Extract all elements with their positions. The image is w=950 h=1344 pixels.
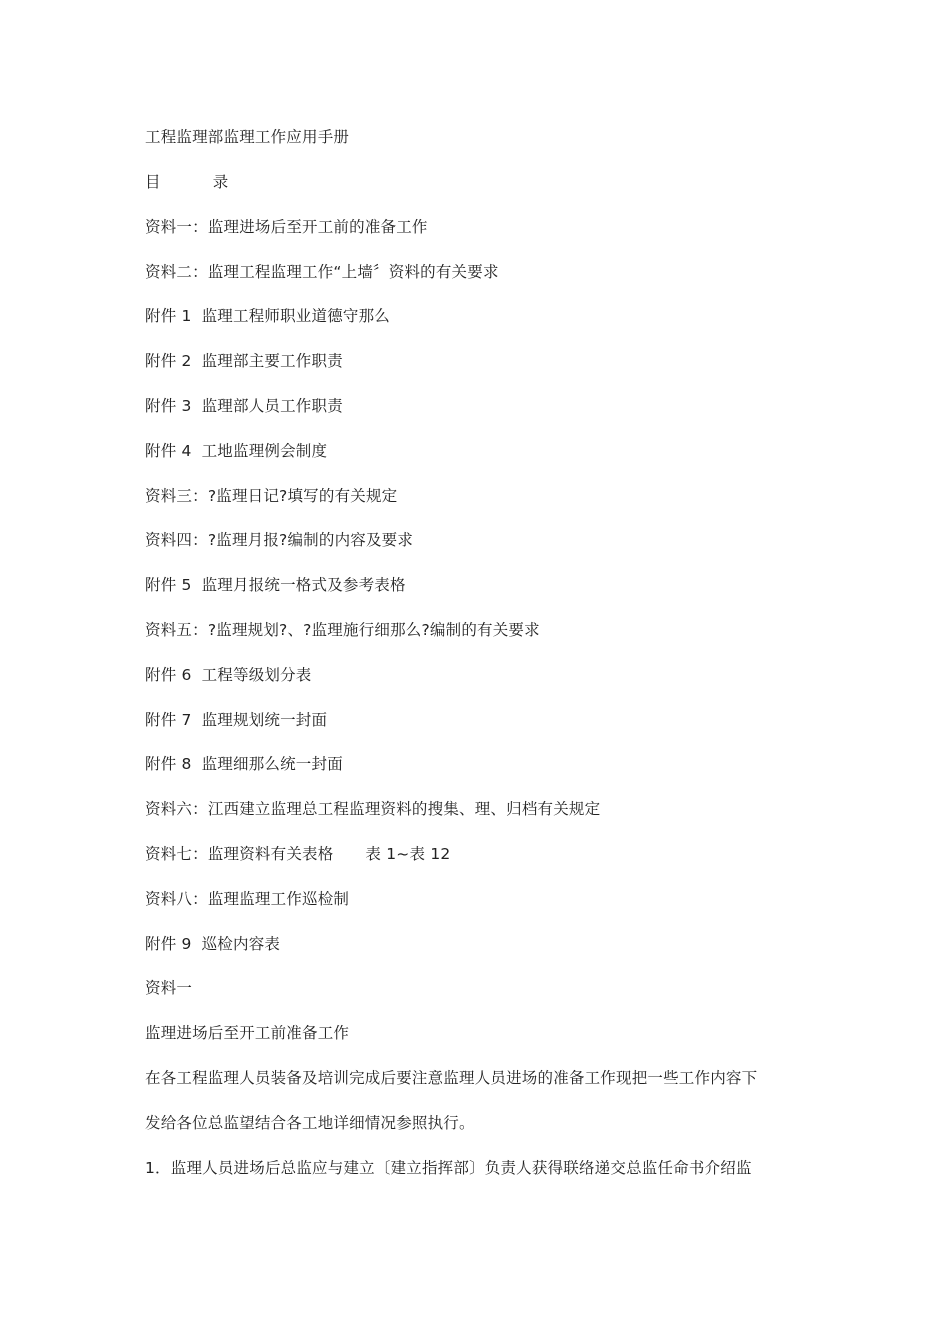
toc-item	[145, 441, 327, 461]
toc-item-label: 附件 8	[145, 755, 192, 773]
toc-item-label: 资料三：	[145, 487, 208, 505]
toc-item	[145, 754, 343, 774]
toc-item-text: 工地监理例会制度	[201, 442, 328, 460]
toc-item-label: 附件 5	[145, 576, 192, 594]
toc-item-label: 资料一：	[145, 218, 208, 236]
toc-item	[145, 530, 413, 550]
section-title: 监理进场后至开工前准备工作	[145, 1024, 350, 1042]
toc-item	[145, 889, 349, 909]
toc-item-label: 资料四：	[145, 531, 208, 549]
toc-item-text: 监理监理工作巡检制	[207, 890, 350, 908]
toc-heading	[145, 172, 228, 192]
toc-item-text: 工程等级划分表	[201, 666, 312, 684]
toc-item-label: 附件 1	[145, 307, 192, 325]
toc-item-text: 监理规划统一封面	[201, 711, 328, 729]
toc-item-text: 监理工程师职业道德守那么	[201, 307, 390, 325]
paragraph-line: 发给各位总监望结合各工地详细情况参照执行。	[145, 1114, 475, 1132]
toc-item	[145, 799, 600, 819]
toc-item-text: ?监理规划?、?监理施行细那么?编制的有关要求	[207, 621, 540, 639]
toc-item-text: 监理部主要工作职责	[201, 352, 343, 370]
toc-item-text: ?监理月报?编制的内容及要求	[207, 531, 414, 549]
toc-heading-right: 录	[212, 173, 229, 191]
toc-item	[145, 620, 540, 640]
document-title: 工程监理部监理工作应用手册	[145, 128, 350, 146]
toc-item-text: 监理月报统一格式及参考表格	[201, 576, 406, 594]
toc-item	[145, 262, 499, 282]
toc-item	[145, 351, 343, 371]
toc-item-text: 巡检内容表	[201, 935, 281, 953]
toc-item	[145, 934, 280, 954]
toc-item-label: 资料七：	[145, 845, 208, 863]
toc-item-label: 资料二：	[145, 263, 208, 281]
toc-item-text: 监理工程监理工作“上墙〞资料的有关要求	[207, 263, 499, 281]
toc-item-label: 资料五：	[145, 621, 208, 639]
toc-item-label: 附件 3	[145, 397, 192, 415]
toc-item-text: 江西建立监理总工程监理资料的搜集、理、归档有关规定	[207, 800, 601, 818]
toc-item-label: 附件 7	[145, 711, 192, 729]
toc-heading-left: 目	[145, 173, 161, 191]
toc-item-text: 监理资料有关表格	[207, 845, 334, 863]
toc-item	[145, 486, 397, 506]
section-label: 资料一	[145, 979, 193, 997]
toc-item-text: 监理细那么统一封面	[201, 755, 343, 773]
toc-item-label: 资料六：	[145, 800, 208, 818]
toc-item-label: 资料八：	[145, 890, 208, 908]
toc-item	[145, 844, 450, 864]
toc-item	[145, 217, 428, 237]
toc-item	[145, 710, 327, 730]
toc-item-suffix: 表 1~表 12	[365, 845, 451, 863]
paragraph-line: 在各工程监理人员装备及培训完成后要注意监理人员进场的准备工作现把一些工作内容下	[145, 1069, 758, 1087]
toc-item	[145, 665, 312, 685]
numbered-item: 1．监理人员进场后总监应与建立〔建立指挥部〕负责人获得联络递交总监任命书介绍监	[145, 1159, 752, 1177]
toc-item	[145, 396, 343, 416]
toc-item-label: 附件 6	[145, 666, 192, 684]
toc-item-text: 监理部人员工作职责	[201, 397, 343, 415]
toc-item	[145, 575, 406, 595]
toc-item-label: 附件 4	[145, 442, 192, 460]
toc-item-label: 附件 2	[145, 352, 192, 370]
toc-item-text: 监理进场后至开工前的准备工作	[207, 218, 428, 236]
toc-item-label: 附件 9	[145, 935, 192, 953]
toc-item	[145, 306, 390, 326]
toc-item-text: ?监理日记?填写的有关规定	[207, 487, 398, 505]
